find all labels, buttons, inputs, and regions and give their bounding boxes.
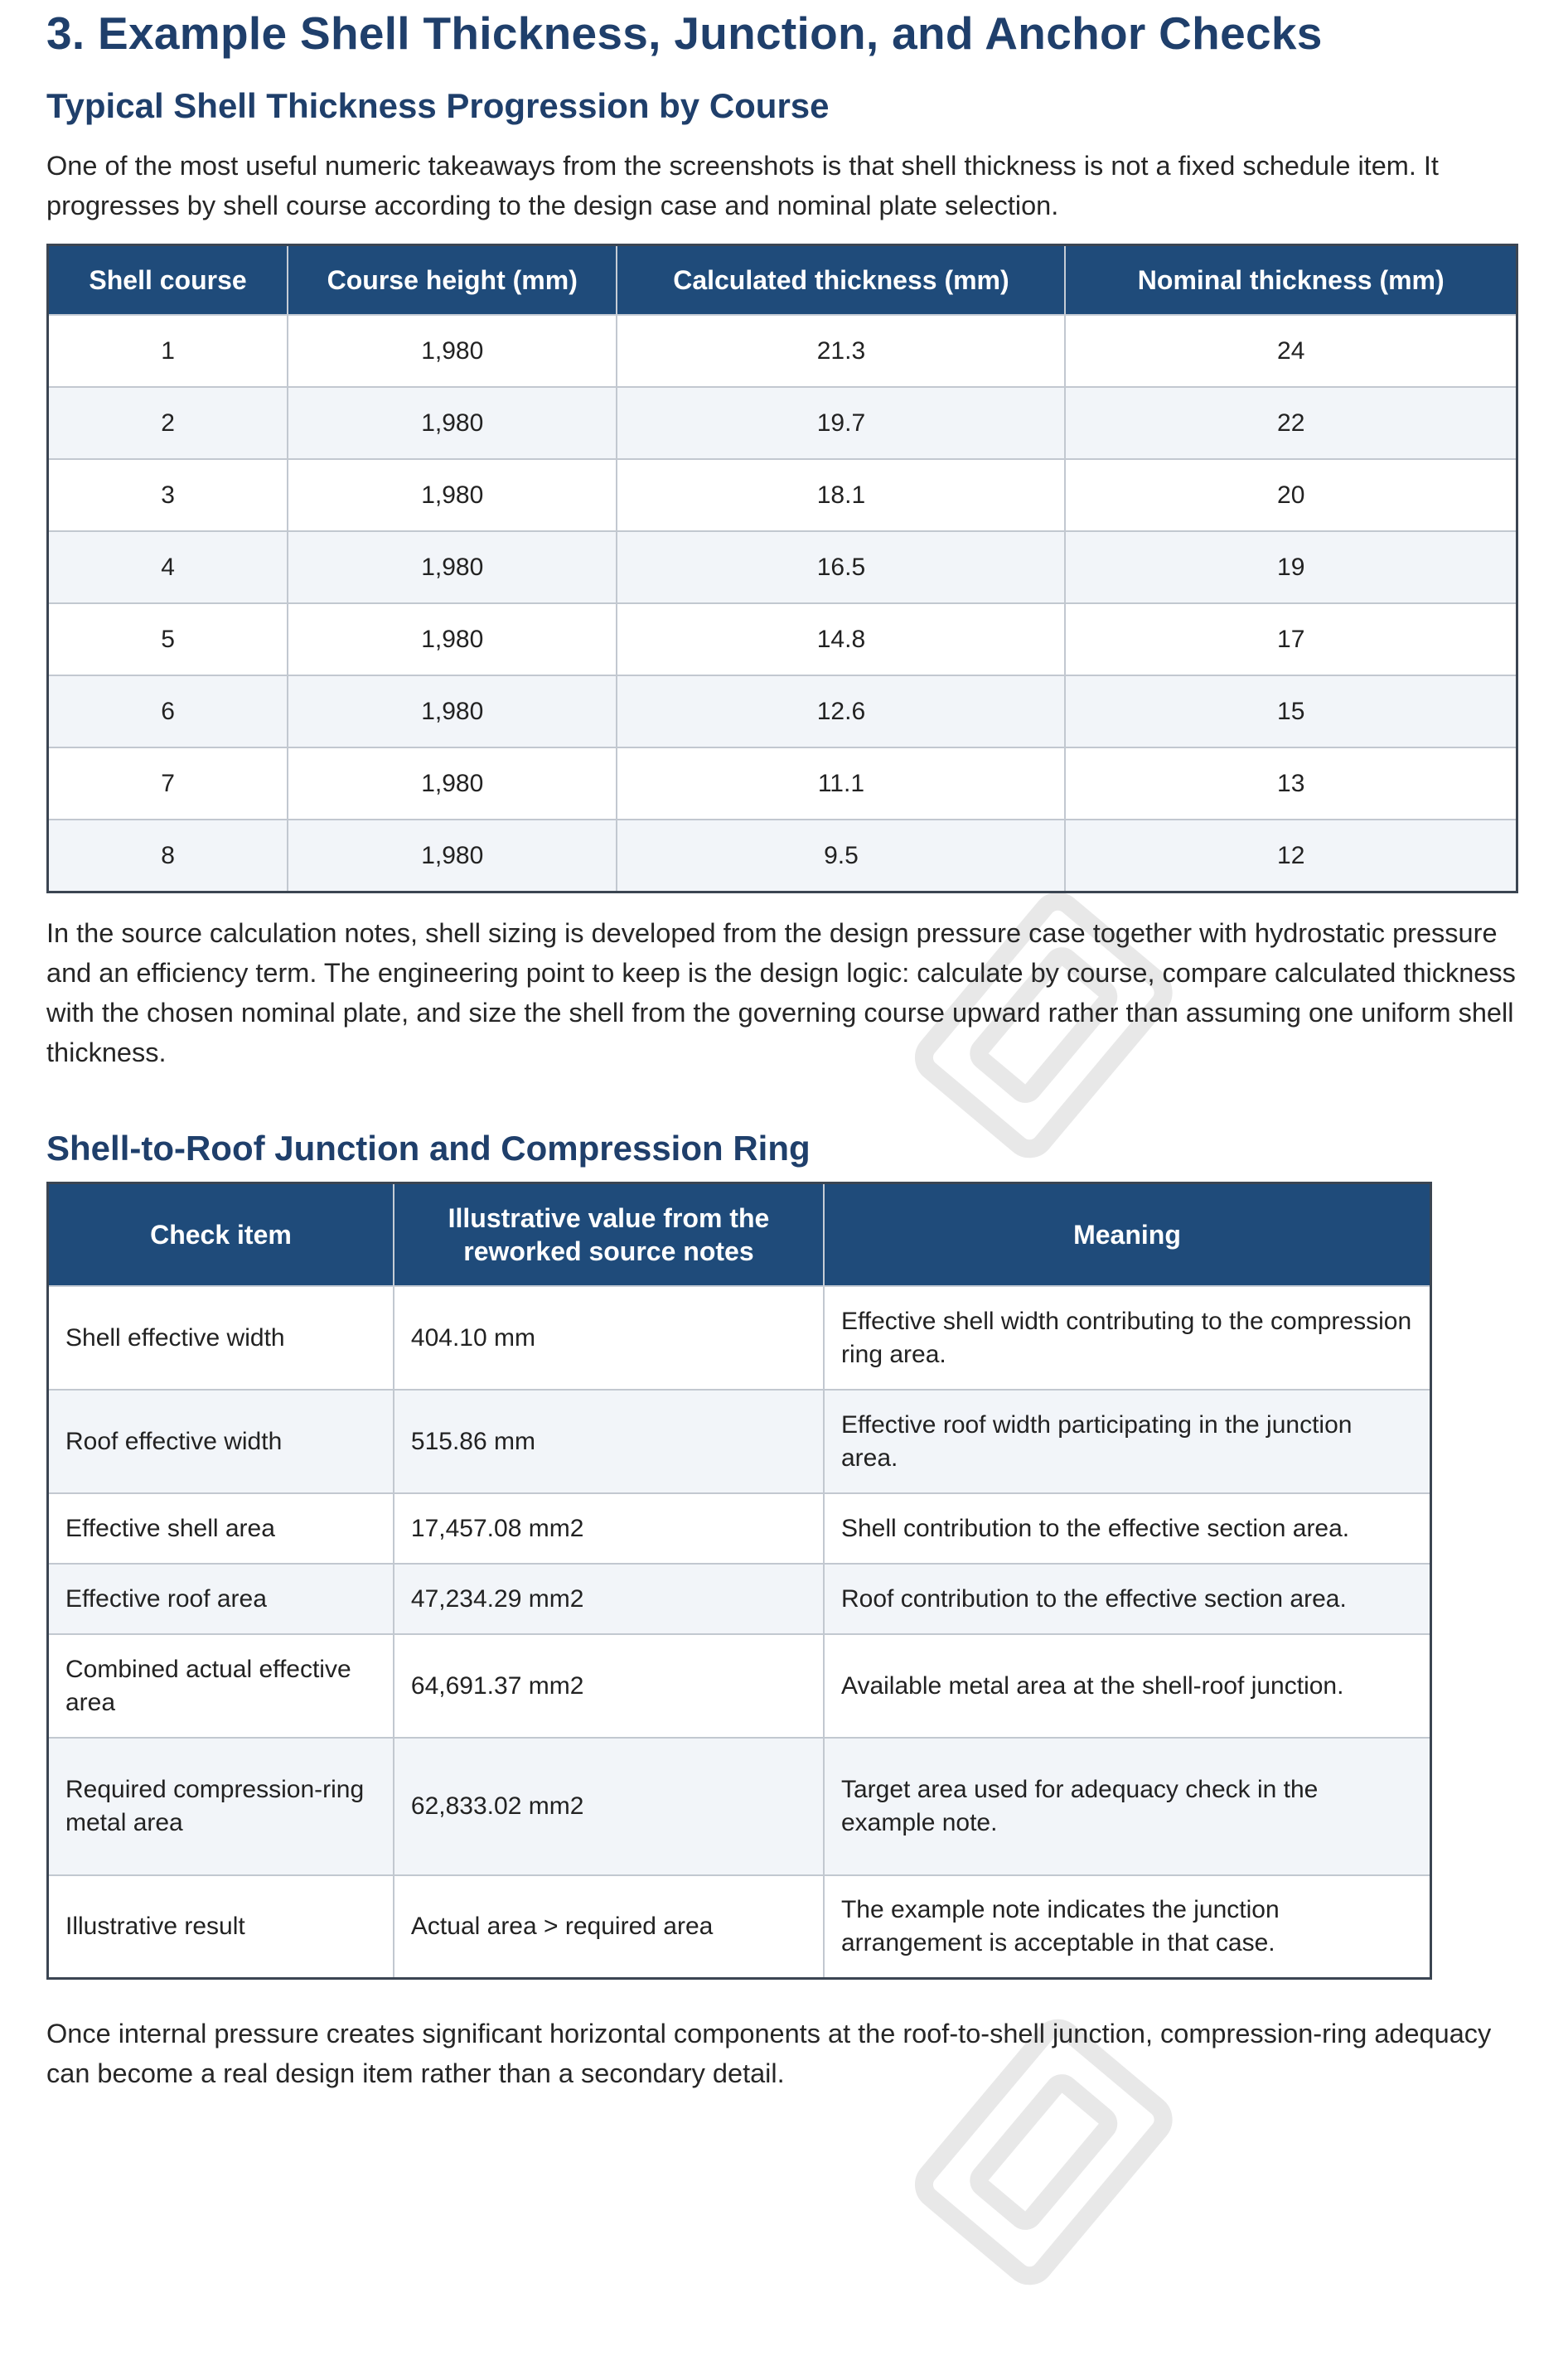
table-cell: 64,691.37 mm2 <box>394 1634 824 1738</box>
table-cell: 8 <box>48 820 288 892</box>
table-cell: 1,980 <box>288 387 617 459</box>
table-cell: 22 <box>1065 387 1517 459</box>
table-cell: Combined actual effective area <box>48 1634 394 1738</box>
section-intro-paragraph: One of the most useful numeric takeaways from the screenshots is that shell thickness is not a fixed schedule item. It progresses by shell course according to the design case and nominal plate selection. <box>46 151 1439 220</box>
table-cell: 1,980 <box>288 747 617 820</box>
table-cell: 9.5 <box>617 820 1065 892</box>
table-cell: 17 <box>1065 603 1517 675</box>
table-cell: The example note indicates the junction arrangement is acceptable in that case. <box>824 1875 1431 1978</box>
table-cell: 1,980 <box>288 531 617 603</box>
table-cell: 16.5 <box>617 531 1065 603</box>
table-row <box>48 1564 1431 1634</box>
table-cell: 6 <box>48 675 288 747</box>
table-cell: 7 <box>48 747 288 820</box>
table-row <box>48 675 1517 747</box>
table-cell: Effective shell width contributing to the compression ring area. <box>824 1286 1431 1390</box>
table-cell: 13 <box>1065 747 1517 820</box>
table-header-row <box>48 1183 1431 1287</box>
table-header-row <box>48 245 1517 316</box>
table-cell: Required compression-ring metal area <box>48 1738 394 1875</box>
table-cell: 19.7 <box>617 387 1065 459</box>
table-cell: Effective shell area <box>48 1493 394 1564</box>
table-row <box>48 387 1517 459</box>
table-row <box>48 1738 1431 1875</box>
table-cell: 20 <box>1065 459 1517 531</box>
shell-thickness-table <box>46 244 1518 893</box>
table-cell: 47,234.29 mm2 <box>394 1564 824 1634</box>
table-row <box>48 1875 1431 1978</box>
table-cell: 3 <box>48 459 288 531</box>
table-row <box>48 747 1517 820</box>
column-header: Check item <box>48 1183 394 1287</box>
table-cell: Shell contribution to the effective section area. <box>824 1493 1431 1564</box>
table-cell: 1,980 <box>288 315 617 387</box>
table-cell: 15 <box>1065 675 1517 747</box>
column-header: Calculated thickness (mm) <box>617 245 1065 316</box>
table-cell: Effective roof area <box>48 1564 394 1634</box>
table-cell: 19 <box>1065 531 1517 603</box>
table-cell: 515.86 mm <box>394 1390 824 1493</box>
table-row <box>48 1286 1431 1390</box>
page-heading: 3. Example Shell Thickness, Junction, and Anchor Checks <box>46 7 1323 59</box>
table-cell: 404.10 mm <box>394 1286 824 1390</box>
table-cell: 1,980 <box>288 675 617 747</box>
table-cell: Roof contribution to the effective section area. <box>824 1564 1431 1634</box>
table-cell: 12.6 <box>617 675 1065 747</box>
table-cell: 12 <box>1065 820 1517 892</box>
table-cell: Actual area > required area <box>394 1875 824 1978</box>
table-cell: Roof effective width <box>48 1390 394 1493</box>
table-cell: 1,980 <box>288 820 617 892</box>
table-cell: 1 <box>48 315 288 387</box>
shell-sizing-note-paragraph: In the source calculation notes, shell sizing is developed from the design pressure case together with hydrostatic pressure and an efficiency term. The engineering point to keep is the design logic: calculate by course, compare calculated thickness with the chosen nominal plate, and size the shell from the governing course upward rather than assuming one uniform shell thickness. <box>46 918 1516 1067</box>
column-header: Course height (mm) <box>288 245 617 316</box>
column-header: Meaning <box>824 1183 1431 1287</box>
table-cell: Shell effective width <box>48 1286 394 1390</box>
table-cell: Effective roof width participating in the junction area. <box>824 1390 1431 1493</box>
section-title-compression-ring: Shell-to-Roof Junction and Compression Ring <box>46 1129 811 1168</box>
table-row <box>48 603 1517 675</box>
table-row <box>48 531 1517 603</box>
table-cell: Available metal area at the shell-roof junction. <box>824 1634 1431 1738</box>
table-cell: Illustrative result <box>48 1875 394 1978</box>
table-cell: 1,980 <box>288 603 617 675</box>
column-header: Nominal thickness (mm) <box>1065 245 1517 316</box>
table-row <box>48 1493 1431 1564</box>
table-cell: 1,980 <box>288 459 617 531</box>
table-cell: Target area used for adequacy check in the example note. <box>824 1738 1431 1875</box>
junction-check-table <box>46 1182 1432 1980</box>
column-header: Shell course <box>48 245 288 316</box>
table-cell: 4 <box>48 531 288 603</box>
table-cell: 11.1 <box>617 747 1065 820</box>
table-cell: 5 <box>48 603 288 675</box>
table-cell: 24 <box>1065 315 1517 387</box>
table-cell: 18.1 <box>617 459 1065 531</box>
table-row <box>48 1390 1431 1493</box>
section-title-shell-thickness: Typical Shell Thickness Progression by Course <box>46 86 830 125</box>
table-cell: 21.3 <box>617 315 1065 387</box>
table-row <box>48 1634 1431 1738</box>
table-cell: 62,833.02 mm2 <box>394 1738 824 1875</box>
table-cell: 2 <box>48 387 288 459</box>
table-cell: 17,457.08 mm2 <box>394 1493 824 1564</box>
compression-ring-note-paragraph: Once internal pressure creates significant horizontal components at the roof-to-shell junction, compression-ring adequacy can become a real design item rather than a secondary detail. <box>46 2019 1492 2088</box>
table-row <box>48 315 1517 387</box>
table-row <box>48 459 1517 531</box>
table-row <box>48 820 1517 892</box>
table-cell: 14.8 <box>617 603 1065 675</box>
column-header: Illustrative value from the reworked source notes <box>394 1183 824 1287</box>
